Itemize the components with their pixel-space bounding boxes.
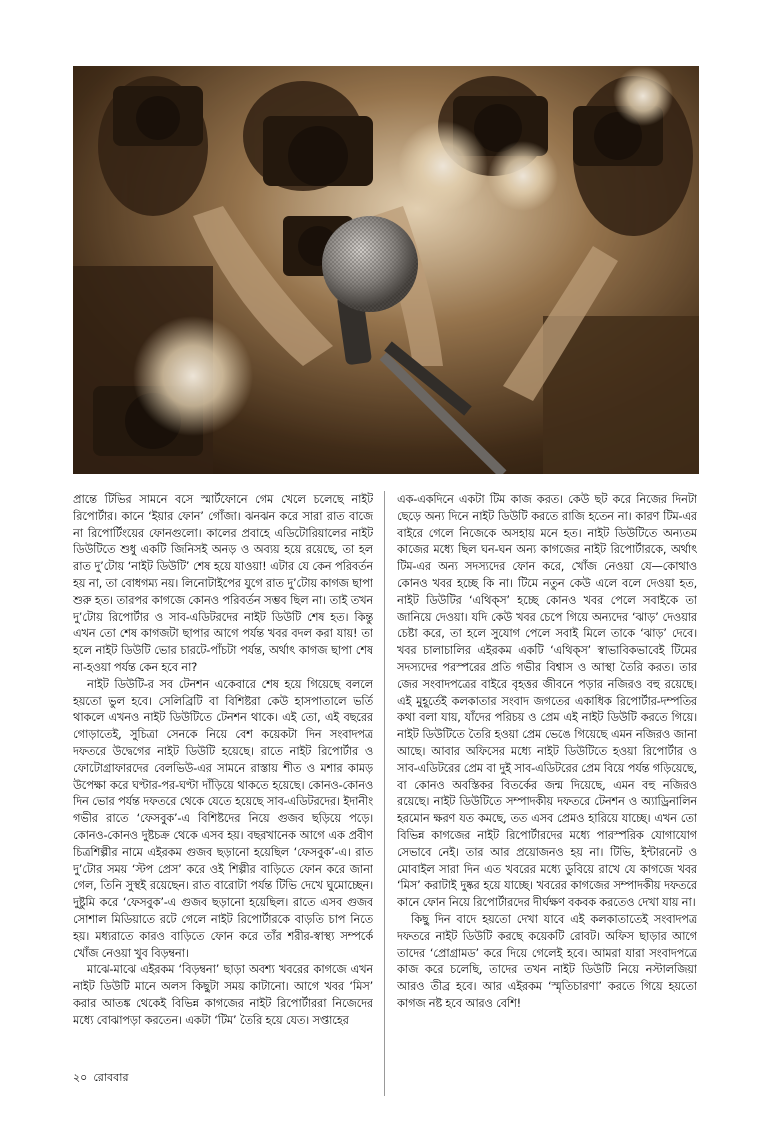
article-photo xyxy=(73,66,699,474)
column-divider xyxy=(384,491,385,1096)
photographers-image xyxy=(73,66,699,474)
paragraph: মাঝে-মাঝে এইরকম ‘বিড়ম্বনা’ ছাড়া অবশ্য খবরের কাগজে এখন নাইট ডিউটি মানে অলস কিছুটা সময় কাটানো। আগে খবর ‘মিস’ করার আতঙ্ক থেকেই বিভিন্ন কাগজের নাইট রিপোর্টাররা নিজেদের মধ্যে বোঝাপড়া করতেন। একটা ‘টিম’ তৈরি হয়ে যেত। সপ্তাহের xyxy=(73,962,373,1027)
paragraph: কিছু দিন বাদে হয়তো দেখা যাবে এই কলকাতাতেই সংবাদপত্র দফতরে নাইট ডিউটি করছে কয়েকটি রোবট। অফিস ছাড়ার আগে তাদের ‘প্রোগ্রামড’ করে দিয়ে গেলেই হবে। আমরা যারা সংবাদপত্রে কাজ করে চলেছি, তাদের তখন নাইট ডিউটি নিয়ে নস্টালজিয়া আরও তীব্র হবে। আর এইরকম ‘স্মৃতিচারণা’ করতে গিয়ে হয়তো কাগজ নষ্ট হবে আরও বেশি! xyxy=(397,911,697,1010)
page-number: ২০ xyxy=(73,1071,88,1084)
magazine-name: রোববার xyxy=(93,1071,129,1084)
article-column-right xyxy=(397,491,697,1096)
paragraph: নাইট ডিউটি-র সব টেনশন একেবারে শেষ হয়ে গিয়েছে বললে হয়তো ভুল হবে। সেলিব্রিটি বা বিশিষ্টরা কেউ হাসপাতালে ভর্তি থাকলে এখনও নাইট ডিউটিতে টেনশন থাকে। এই তো, এই বছরের গোড়াতেই, সুচিত্রা সেনকে নিয়ে বেশ কয়েকটা দিন সংবাদপত্র দফতরে উদ্বেগের নাইট ডিউটি হয়েছে। রাতে নাইট রিপোর্টার ও ফোটোগ্রাফারদের বেলভিউ-এর সামনে রাস্তায় শীত ও মশার কামড় উপেক্ষা করে ঘণ্টার-পর-ঘণ্টা দাঁড়িয়ে থাকতে হয়েছে। কোনও-কোনও দিন ভোর পর্যন্ত দফতরে থেকে যেতে হয়েছে সাব-এডিটরদের। ইদানীং গভীর রাতে ‘ফেসবুক’-এ বিশিষ্টদের নিয়ে গুজব ছড়িয়ে পড়ে। কোনও-কোনও দুষ্টচক্র থেকে এসব হয়। বছরখানেক আগে এক প্রবীণ চিত্রশিল্পীর নামে এইরকম গুজব ছড়ানো হয়েছিল ‘ফেসবুক’-এ। রাত দু’টোর সময় ‘স্টপ প্রেস’ করে ওই শিল্পীর বাড়িতে ফোন করে জানা গেল, তিনি সুস্থই রয়েছেন। রাত বারোটা পর্যন্ত টিভি দেখে ঘুমোচ্ছেন। দুষ্টুমি করে ‘ফেসবুক’-এ গুজব ছড়ানো হয়েছিল। রাতে এসব গুজব সোশাল মিডিয়াতে রটে গেলে নাইট রিপোর্টারকে বাড়তি চাপ নিতে হয়। মধ্যরাতে কারও বাড়িতে ফোন করে তাঁর শরীর-স্বাস্থ্য সম্পর্কে খোঁজ নেওয়া খুব বিড়ম্বনা। xyxy=(73,676,373,960)
paragraph: এক-একদিনে একটা টিম কাজ করত। কেউ ছট করে নিজের দিনটা ছেড়ে অন্য দিনে নাইট ডিউটি করতে রাজি হতেন না। কারণ টিম-এর বাইরে গেলে নিজেকে অসহায় মনে হত। নাইট ডিউটিতে অন্যতম কাজের মধ্যে ছিল ঘন-ঘন অন্য কাগজের নাইট রিপোর্টারকে, অর্থাৎ টিম-এর অন্য সদস্যদের ফোন করে, খোঁজ নেওয়া যে—কোথাও কোনও খবর হচ্ছে কি না। টিমে নতুন কেউ এলে বলে দেওয়া হত, নাইট ডিউটির ‘এথিক্‌স’ হচ্ছে কোনও খবর পেলে সবাইকে তা জানিয়ে দেওয়া। যদি কেউ খবর চেপে গিয়ে অন্যদের ‘ঝাড়’ দেওয়ার চেষ্টা করে, তা হলে সুযোগ পেলে সবাই মিলে তাকে ‘ঝাড়’ দেবে। খবর চালাচালির এইরকম একটি ‘এথিক্‌স’ স্বাভাবিকভাবেই টিমের সদস্যদের পরস্পরের প্রতি গভীর বিশ্বাস ও আস্থা তৈরি করত। তার জের সংবাদপত্রের বাইরে বৃহত্তর জীবনে পড়ার নজিরও বহু রয়েছে। এই মুহূর্তেই কলকাতার সংবাদ জগতের একাধিক রিপোর্টার-দম্পতির কথা বলা যায়, যাঁদের পরিচয় ও প্রেম এই নাইট ডিউটি করতে গিয়ে। নাইট ডিউটিতে তৈরি হওয়া প্রেম ভেঙে গিয়েছে এমন নজিরও জানা আছে। আবার অফিসের মধ্যে নাইট ডিউটিতে হওয়া রিপোর্টার ও সাব-এডিটরের প্রেম বা দুই সাব-এডিটরের প্রেম বিয়ে পর্যন্ত গড়িয়েছে, বা কোনও অবস্তিকর বিতর্কের জন্ম দিয়েছে, এমন বহু নজিরও রয়েছে। নাইট ডিউটিতে সম্পাদকীয় দফতরে টেনশন ও অ্যাড্রিনালিন হরমোন ক্ষরণ যত কমছে, তত এসব প্রেমও হারিয়ে যাচ্ছে। এখন তো বিভিন্ন কাগজের নাইট রিপোর্টারদের মধ্যে পারস্পরিক যোগাযোগ সেভাবে নেই। তার আর প্রয়োজনও হয় না। টিভি, ইন্টারনেট ও মোবাইল সারা দিন এত খবরের মধ্যে ডুবিয়ে রাখে যে কাগজে খবর ‘মিস’ করাটাই দুষ্কর হয়ে যাচ্ছে। খবরের কাগজের সম্পাদকীয় দফতরে কানে ফোন নিয়ে রিপোর্টারদের দীর্ঘক্ষণ বকবক করতেও দেখা যায় না। xyxy=(397,492,697,910)
paragraph: প্রান্তে টিভির সামনে বসে স্মার্টফোনে গেম খেলে চলেছে নাইট রিপোর্টার। কানে ‘ইয়ার ফোন’ গোঁজা। ঝনঝন করে সারা রাত বাজে না রিপোর্টিংয়ের ফোনগুলো। কালের প্রবাহে এডিটোরিয়ালের নাইট ডিউটিতে শুধু একটি জিনিসই অনড় ও অব্যয় হয়ে রয়েছে, তা হল রাত দু’টোয় ‘নাইট ডিউটি’ শেষ হয়ে যাওয়া! এটার যে কেন পরিবর্তন হয় না, তা বোধগম্য নয়। লিনোটাইপের যুগে রাত দু’টোয় কাগজ ছাপা শুরু হত। তারপর কাগজে কোনও পরিবর্তন সম্ভব ছিল না। তাই তখন দু’টোয় রিপোর্টার ও সাব-এডিটরদের নাইট ডিউটি শেষ হত। কিন্তু এখন তো শেষ কাগজটা ছাপার আগে পর্যন্ত খবর বদল করা যায়! তা হলে নাইট ডিউটি ভোর চারটে-পাঁচটা পর্যন্ত, অর্থাৎ কাগজ ছাপা শেষ না-হওয়া পর্যন্ত কেন হবে না? xyxy=(73,492,373,674)
article-column-left xyxy=(73,491,373,1096)
page-footer xyxy=(73,1069,129,1088)
